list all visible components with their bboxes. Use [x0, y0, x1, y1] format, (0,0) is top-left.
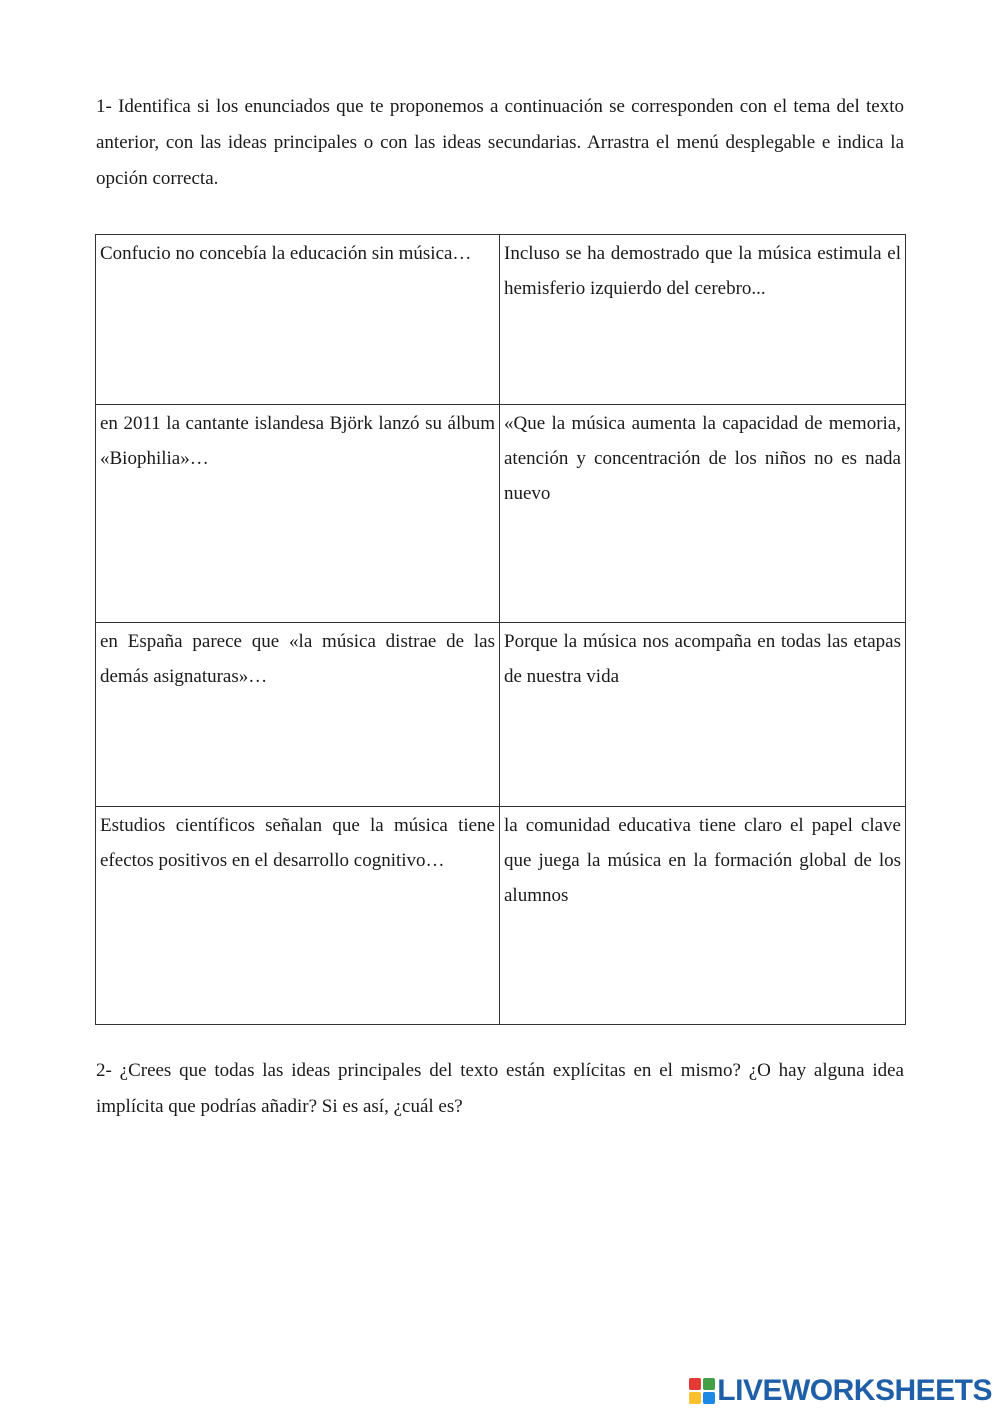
- statement-cell[interactable]: [96, 235, 500, 405]
- question-2-text: 2- ¿Crees que todas las ideas principales del texto están explícitas en el mismo? ¿O hay alguna idea implícita que podrías añadir? Si es así, ¿cuál es?: [96, 1060, 904, 1117]
- logo-square-yellow: [689, 1392, 701, 1404]
- logo-square-red: [689, 1378, 701, 1390]
- statement-cell[interactable]: [500, 405, 906, 623]
- table-row: [96, 623, 906, 807]
- statement-cell[interactable]: [96, 807, 500, 1025]
- statements-table: [95, 234, 906, 1025]
- statement-cell[interactable]: [500, 235, 906, 405]
- logo-square-green: [703, 1378, 715, 1390]
- liveworksheets-logo[interactable]: [689, 1374, 992, 1408]
- statement-cell[interactable]: [96, 623, 500, 807]
- statement-text: la comunidad educativa tiene claro el papel clave que juega la música en la formación global de los alumnos: [504, 815, 901, 906]
- logo-square-blue: [703, 1392, 715, 1404]
- logo-text: LIVEWORKSHEETS: [717, 1374, 992, 1407]
- question-1-instructions: 1- Identifica si los enunciados que te proponemos a continuación se corresponden con el tema del texto anterior, con las ideas principales o con las ideas secundarias. Arrastra el menú desplegable e indica la opción correcta.: [96, 96, 904, 189]
- table-row: [96, 405, 906, 623]
- statement-text: Confucio no concebía la educación sin música…: [100, 243, 472, 264]
- statement-text: en 2011 la cantante islandesa Björk lanzó su álbum «Biophilia»…: [100, 413, 495, 469]
- statement-text: Incluso se ha demostrado que la música estimula el hemisferio izquierdo del cerebro...: [504, 243, 901, 299]
- statement-text: Estudios científicos señalan que la música tiene efectos positivos en el desarrollo cognitivo…: [100, 815, 495, 871]
- table-row: [96, 807, 906, 1025]
- statement-cell[interactable]: [500, 807, 906, 1025]
- statement-text: en España parece que «la música distrae de las demás asignaturas»…: [100, 631, 495, 687]
- statement-text: Porque la música nos acompaña en todas las etapas de nuestra vida: [504, 631, 901, 687]
- statement-text: «Que la música aumenta la capacidad de memoria, atención y concentración de los niños no es nada nuevo: [504, 413, 901, 504]
- statement-cell[interactable]: [96, 405, 500, 623]
- liveworksheets-logo-icon: [689, 1378, 715, 1404]
- table-row: [96, 235, 906, 405]
- statement-cell[interactable]: [500, 623, 906, 807]
